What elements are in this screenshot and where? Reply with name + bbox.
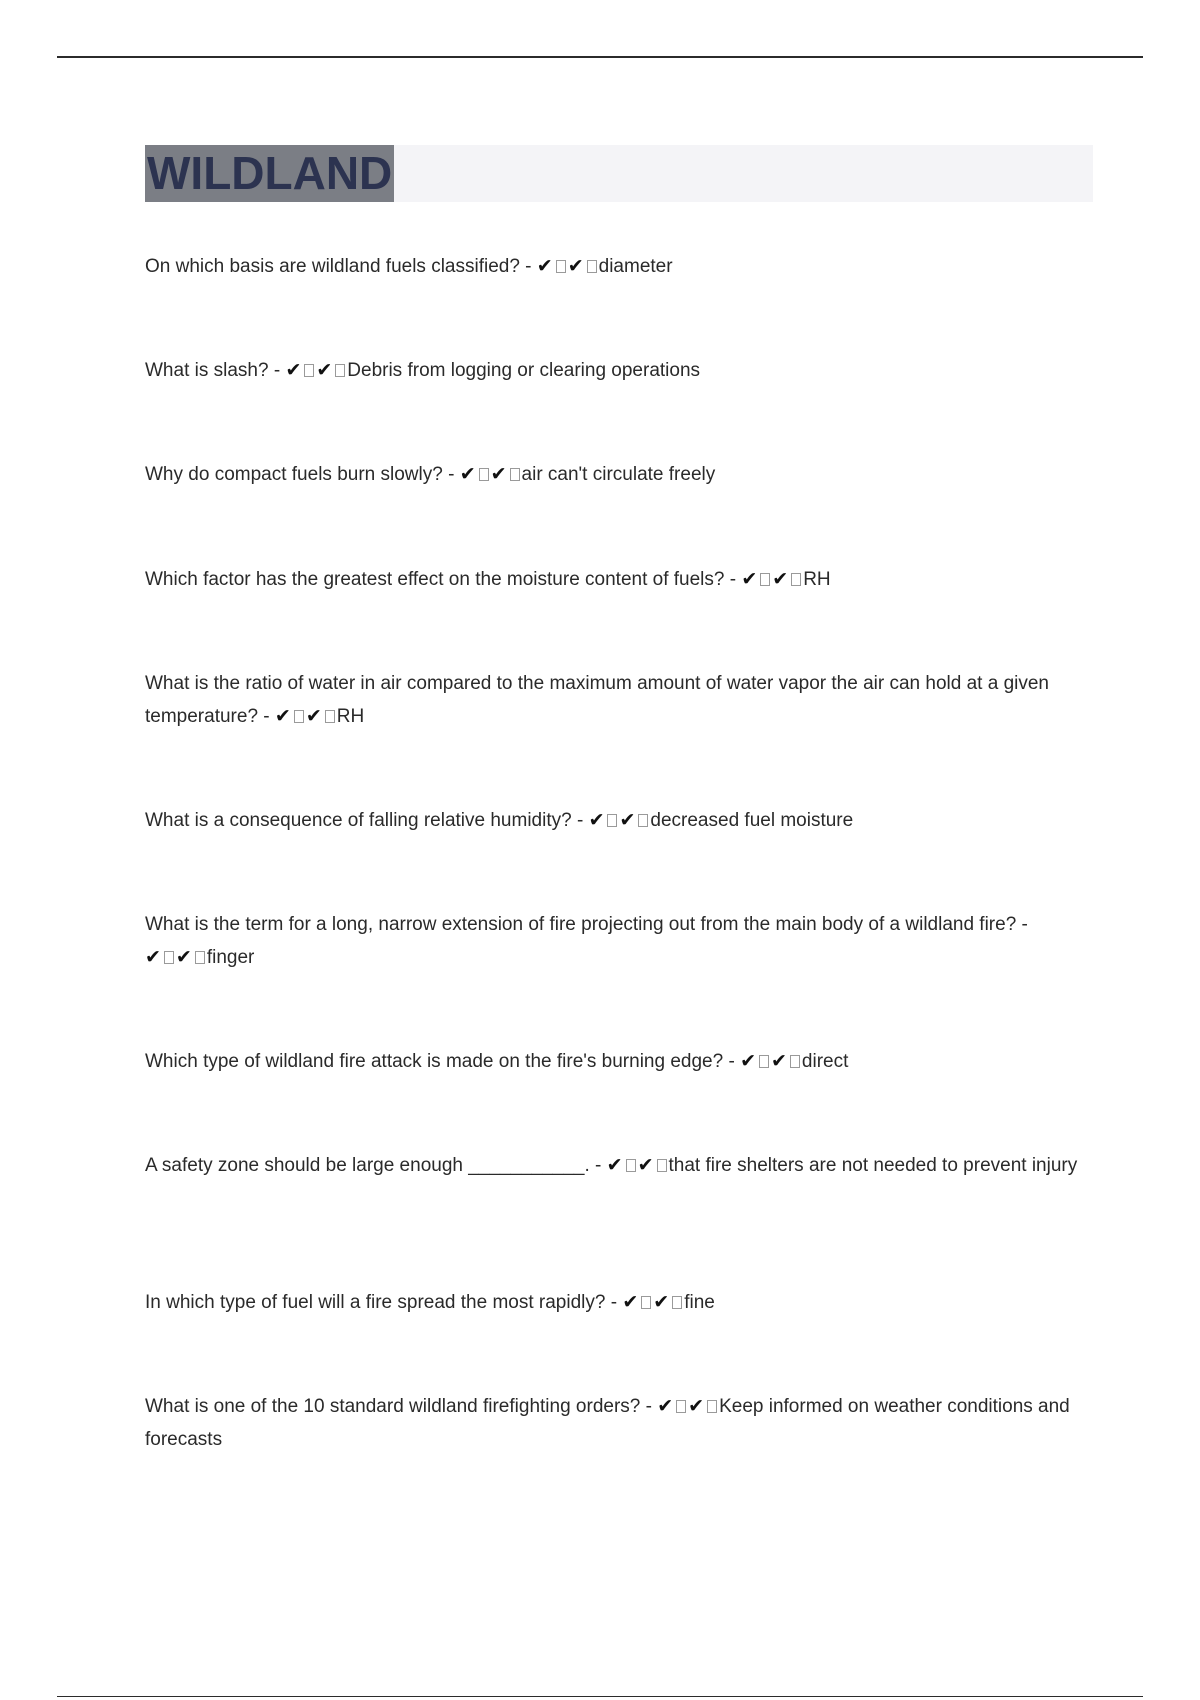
qa-item xyxy=(145,458,1085,491)
qa-item xyxy=(145,1286,1085,1319)
check-icon: ✔ xyxy=(490,463,507,485)
box-icon xyxy=(304,364,314,377)
box-icon xyxy=(638,814,648,827)
answer-marker xyxy=(622,1292,684,1313)
check-icon: ✔ xyxy=(305,705,322,727)
qa-item xyxy=(145,354,1085,387)
box-icon xyxy=(759,1055,769,1068)
question-text: Which factor has the greatest effect on the moisture content of fuels? - xyxy=(145,569,737,590)
check-icon: ✔ xyxy=(536,255,553,277)
box-icon xyxy=(325,710,335,723)
check-icon: ✔ xyxy=(619,809,636,831)
question-text: What is a consequence of falling relative humidity? - xyxy=(145,810,584,831)
check-icon: ✔ xyxy=(622,1291,639,1313)
check-icon: ✔ xyxy=(567,255,584,277)
box-icon xyxy=(707,1400,717,1413)
qa-item xyxy=(145,908,1085,974)
answer-marker xyxy=(537,256,599,277)
header-rule xyxy=(57,56,1143,58)
box-icon xyxy=(479,468,489,481)
qa-item xyxy=(145,250,1085,283)
question-text: Why do compact fuels burn slowly? - xyxy=(145,464,455,485)
check-icon: ✔ xyxy=(770,1050,787,1072)
document-title: WILDLAND xyxy=(145,145,394,202)
answer-text: fine xyxy=(684,1292,715,1313)
box-icon xyxy=(657,1159,667,1172)
check-icon: ✔ xyxy=(145,946,161,968)
box-icon xyxy=(335,364,345,377)
qa-item xyxy=(145,667,1085,733)
answer-text: finger xyxy=(206,947,255,968)
question-text: What is the ratio of water in air compared to the maximum amount of water vapor the air can hold at a given temperature? - xyxy=(145,673,1049,727)
check-icon: ✔ xyxy=(175,946,192,968)
check-icon: ✔ xyxy=(316,359,333,381)
answer-text: RH xyxy=(803,569,831,590)
check-icon: ✔ xyxy=(606,1154,623,1176)
question-text: What is slash? - xyxy=(145,360,281,381)
answer-marker xyxy=(657,1396,719,1417)
question-text: A safety zone should be large enough ___________. - xyxy=(145,1155,602,1176)
answer-marker xyxy=(145,947,207,968)
check-icon: ✔ xyxy=(653,1291,670,1313)
answer-text: Keep informed on weather conditions and forecasts xyxy=(145,1396,1070,1450)
box-icon xyxy=(676,1400,686,1413)
answer-marker xyxy=(741,569,803,590)
question-text: In which type of fuel will a fire spread the most rapidly? - xyxy=(145,1292,618,1313)
box-icon xyxy=(556,260,566,273)
check-icon: ✔ xyxy=(688,1395,705,1417)
check-icon: ✔ xyxy=(285,359,302,381)
question-text: What is the term for a long, narrow extension of fire projecting out from the main body of a wildland fire? - xyxy=(145,914,1028,935)
answer-marker xyxy=(285,360,347,381)
box-icon xyxy=(294,710,304,723)
check-icon: ✔ xyxy=(772,568,789,590)
box-icon xyxy=(510,468,520,481)
answer-marker xyxy=(589,810,651,831)
answer-marker xyxy=(275,706,337,727)
answer-text: RH xyxy=(336,706,365,727)
answer-marker xyxy=(460,464,522,485)
answer-marker xyxy=(607,1155,669,1176)
box-icon xyxy=(672,1296,682,1309)
box-icon xyxy=(790,1055,800,1068)
box-icon xyxy=(791,573,801,586)
question-text: Which type of wildland fire attack is made on the fire's burning edge? - xyxy=(145,1051,735,1072)
box-icon xyxy=(641,1296,651,1309)
question-text: On which basis are wildland fuels classified? - xyxy=(145,256,532,277)
qa-item xyxy=(145,804,1085,837)
answer-text: Debris from logging or clearing operations xyxy=(347,360,701,381)
question-text: What is one of the 10 standard wildland firefighting orders? - xyxy=(145,1396,652,1417)
answer-text: that fire shelters are not needed to prevent injury xyxy=(668,1155,1078,1176)
qa-item xyxy=(145,1045,1085,1078)
answer-text: air can't circulate freely xyxy=(521,464,716,485)
box-icon xyxy=(164,951,174,964)
check-icon: ✔ xyxy=(274,705,291,727)
box-icon xyxy=(195,951,205,964)
box-icon xyxy=(626,1159,636,1172)
footer-rule xyxy=(57,1696,1143,1697)
box-icon xyxy=(760,573,770,586)
check-icon: ✔ xyxy=(657,1395,674,1417)
check-icon: ✔ xyxy=(459,463,476,485)
check-icon: ✔ xyxy=(588,809,605,831)
answer-text: diameter xyxy=(598,256,673,277)
answer-text: direct xyxy=(801,1051,849,1072)
qa-item xyxy=(145,563,1085,596)
answer-marker xyxy=(740,1051,802,1072)
qa-item xyxy=(145,1149,1085,1182)
check-icon: ✔ xyxy=(740,1050,756,1072)
check-icon: ✔ xyxy=(741,568,758,590)
check-icon: ✔ xyxy=(637,1154,654,1176)
qa-item xyxy=(145,1390,1085,1456)
box-icon xyxy=(607,814,617,827)
box-icon xyxy=(587,260,597,273)
answer-text: decreased fuel moisture xyxy=(650,810,854,831)
